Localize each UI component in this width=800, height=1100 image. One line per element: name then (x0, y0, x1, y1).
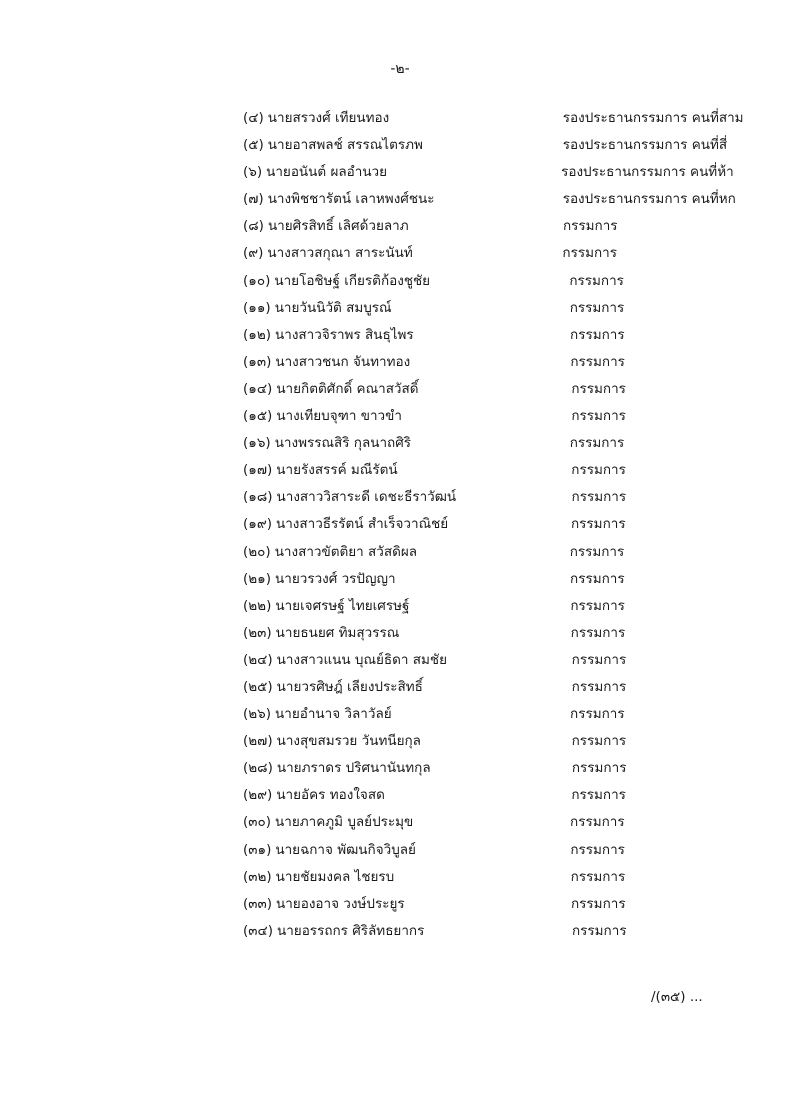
member-name: นางสาวแนน บุณย์ธิดา สมชัย (276, 651, 448, 668)
member-role: กรรมการ (571, 489, 627, 506)
member-row (243, 325, 763, 352)
member-name: นายอัคร ทองใจสด (276, 787, 385, 804)
member-number: (๒๗) (243, 733, 273, 750)
member-number: (๑๐) (243, 272, 271, 289)
member-row (243, 894, 763, 921)
member-number: (๒๑) (243, 570, 272, 587)
member-name: นายวรวงศ์ วรปัญญา (275, 570, 396, 587)
member-name: นายกิตติศักดิ์ คณาสวัสดิ์ (276, 380, 419, 397)
member-name: นางพรรณสิริ กุลนาถศิริ (274, 435, 412, 452)
member-number: (๑๖) (243, 435, 271, 452)
member-name: นายอาสพลช์ สรรณไตรภพ (267, 137, 423, 154)
member-role: กรรมการ (570, 868, 626, 885)
member-name: นางสาวขัตติยา สวัสดิผล (274, 543, 418, 560)
member-number: (๒๐) (243, 543, 271, 560)
member-name: นางสาวจิราพร สินธุไพร (275, 326, 414, 343)
member-number: (๘) (243, 218, 264, 235)
member-name: นายสรวงศ์ เทียนทอง (267, 110, 390, 126)
member-name: นายโอชิษฐ์ เกียรติก้องชูชัย (274, 272, 431, 289)
member-role: กรรมการ (569, 299, 625, 316)
member-row (243, 812, 763, 839)
member-number: (๒๘) (243, 760, 273, 777)
member-number: (๑๗) (243, 462, 273, 479)
member-row (243, 596, 763, 623)
member-role: กรรมการ (571, 787, 626, 804)
member-number: (๒๖) (243, 706, 272, 723)
member-role: กรรมการ (562, 218, 618, 235)
member-role: กรรมการ (570, 597, 625, 614)
member-row (243, 108, 763, 135)
member-row (243, 514, 763, 541)
member-role: กรรมการ (571, 462, 626, 479)
member-number: (๖) (243, 164, 263, 181)
member-name: นางสาวสกุณา สาระนันท์ (267, 245, 413, 262)
member-role: กรรมการ (571, 895, 626, 912)
member-name: นางสาววิสาระดี เดชะธีราวัฒน์ (276, 489, 457, 506)
member-name: นายอนันต์ ผลอำนวย (266, 164, 388, 181)
member-name: นายอรรถกร ศิริลัทธยากร (276, 922, 425, 939)
member-number: (๑๑) (243, 299, 271, 316)
member-number: (๒๕) (243, 678, 273, 695)
member-number: (๗) (243, 191, 264, 208)
page-number: -๒- (390, 61, 410, 77)
member-name: นายรังสรรค์ มณีรัตน์ (276, 462, 398, 479)
member-role: กรรมการ (571, 516, 626, 533)
member-role: กรรมการ (570, 841, 625, 858)
member-role: กรรมการ (571, 380, 626, 397)
member-name: นายวันนิวัติ สมบูรณ์ (274, 299, 392, 316)
member-row (243, 298, 763, 325)
member-number: (๑๒) (243, 326, 272, 343)
member-number: (๓๑) (243, 841, 272, 858)
member-name: นายอำนาจ วิลาวัลย์ (275, 706, 392, 723)
member-number: (๕) (243, 137, 264, 154)
member-row (243, 704, 763, 731)
member-role: กรรมการ (569, 435, 625, 452)
member-number: (๓๓) (243, 895, 272, 912)
member-row (243, 731, 763, 758)
member-row (243, 569, 763, 596)
member-name: นายภราดร ปริศนานันทกุล (276, 760, 431, 777)
continuation-marker: /(๓๕) ... (651, 989, 703, 1005)
member-row (243, 758, 763, 785)
member-name: นายวรศิษฎ์ เลียงประสิทธิ์ (276, 678, 423, 695)
member-role: กรรมการ (570, 326, 625, 343)
member-role: กรรมการ (571, 733, 627, 750)
member-row (243, 460, 763, 487)
member-name: นายศิรสิทธิ์ เลิศด้วยลาภ (267, 218, 409, 235)
member-row (243, 271, 763, 298)
member-row (243, 135, 763, 162)
member-role: รองประธานกรรมการ คนที่ห้า (561, 164, 734, 181)
member-number: (๑๘) (243, 489, 273, 506)
member-role: รองประธานกรรมการ คนที่สาม (562, 110, 744, 126)
member-role: กรรมการ (571, 408, 626, 425)
member-row (243, 162, 763, 189)
member-role: กรรมการ (570, 624, 626, 641)
member-row (243, 189, 763, 216)
member-role: กรรมการ (569, 543, 625, 560)
member-row (243, 433, 763, 460)
member-number: (๒๔) (243, 651, 273, 668)
member-role: กรรมการ (570, 353, 625, 370)
member-role: กรรมการ (570, 814, 625, 831)
member-name: นายฉกาจ พัฒนกิจวิบูลย์ (275, 841, 416, 858)
member-role: กรรมการ (570, 706, 625, 723)
member-row (243, 487, 763, 514)
member-row (243, 243, 763, 270)
member-name: นายภาคภูมิ บูลย์ประมุข (275, 814, 414, 831)
member-name: นางสาวธีรรัตน์ สำเร็จวาณิชย์ (276, 516, 449, 533)
member-role: กรรมการ (571, 760, 627, 777)
member-number: (๒๓) (243, 624, 272, 641)
member-name: นางสุขสมรวย วันทนียกุล (276, 733, 421, 750)
committee-member-list (243, 108, 763, 948)
member-number: (๙) (243, 245, 264, 262)
member-row (243, 677, 763, 704)
member-row (243, 623, 763, 650)
member-row (243, 785, 763, 812)
member-row (243, 216, 763, 243)
member-role: กรรมการ (571, 922, 627, 939)
member-number: (๑๕) (243, 408, 273, 425)
member-role: รองประธานกรรมการ คนที่สี่ (562, 137, 728, 154)
member-name: นางเทียบจุฑา ขาวขำ (276, 408, 402, 425)
member-number: (๑๔) (243, 380, 273, 397)
member-name: นายเจศรษฐ์ ไทยเศรษฐ์ (275, 597, 410, 614)
member-name: นางสาวชนก จันทาทอง (275, 353, 411, 370)
member-role: กรรมการ (571, 678, 627, 695)
member-row (243, 840, 763, 867)
member-number: (๓๒) (243, 868, 272, 885)
member-row (243, 921, 763, 948)
member-number: (๑๙) (243, 516, 272, 533)
member-role: กรรมการ (569, 272, 624, 289)
member-role: กรรมการ (562, 245, 618, 262)
member-name: นางพิชชารัตน์ เลาหพงศ์ชนะ (267, 191, 435, 208)
member-number: (๓๐) (243, 814, 272, 831)
member-number: (๒๒) (243, 597, 272, 614)
member-role: กรรมการ (571, 651, 627, 668)
member-number: (๔) (243, 110, 264, 126)
member-role: รองประธานกรรมการ คนที่หก (562, 191, 736, 208)
member-row (243, 406, 763, 433)
member-number: (๒๙) (243, 787, 273, 804)
member-name: นายธนยศ ทิมสุวรรณ (275, 624, 400, 641)
member-row (243, 867, 763, 894)
member-name: นายชัยมงคล ไชยรบ (275, 868, 395, 885)
member-number: (๓๔) (243, 922, 273, 939)
member-row (243, 650, 763, 677)
member-name: นายองอาจ วงษ์ประยูร (276, 895, 405, 912)
member-row (243, 352, 763, 379)
member-row (243, 379, 763, 406)
member-number: (๑๓) (243, 353, 272, 370)
member-role: กรรมการ (570, 570, 625, 587)
member-row (243, 542, 763, 569)
